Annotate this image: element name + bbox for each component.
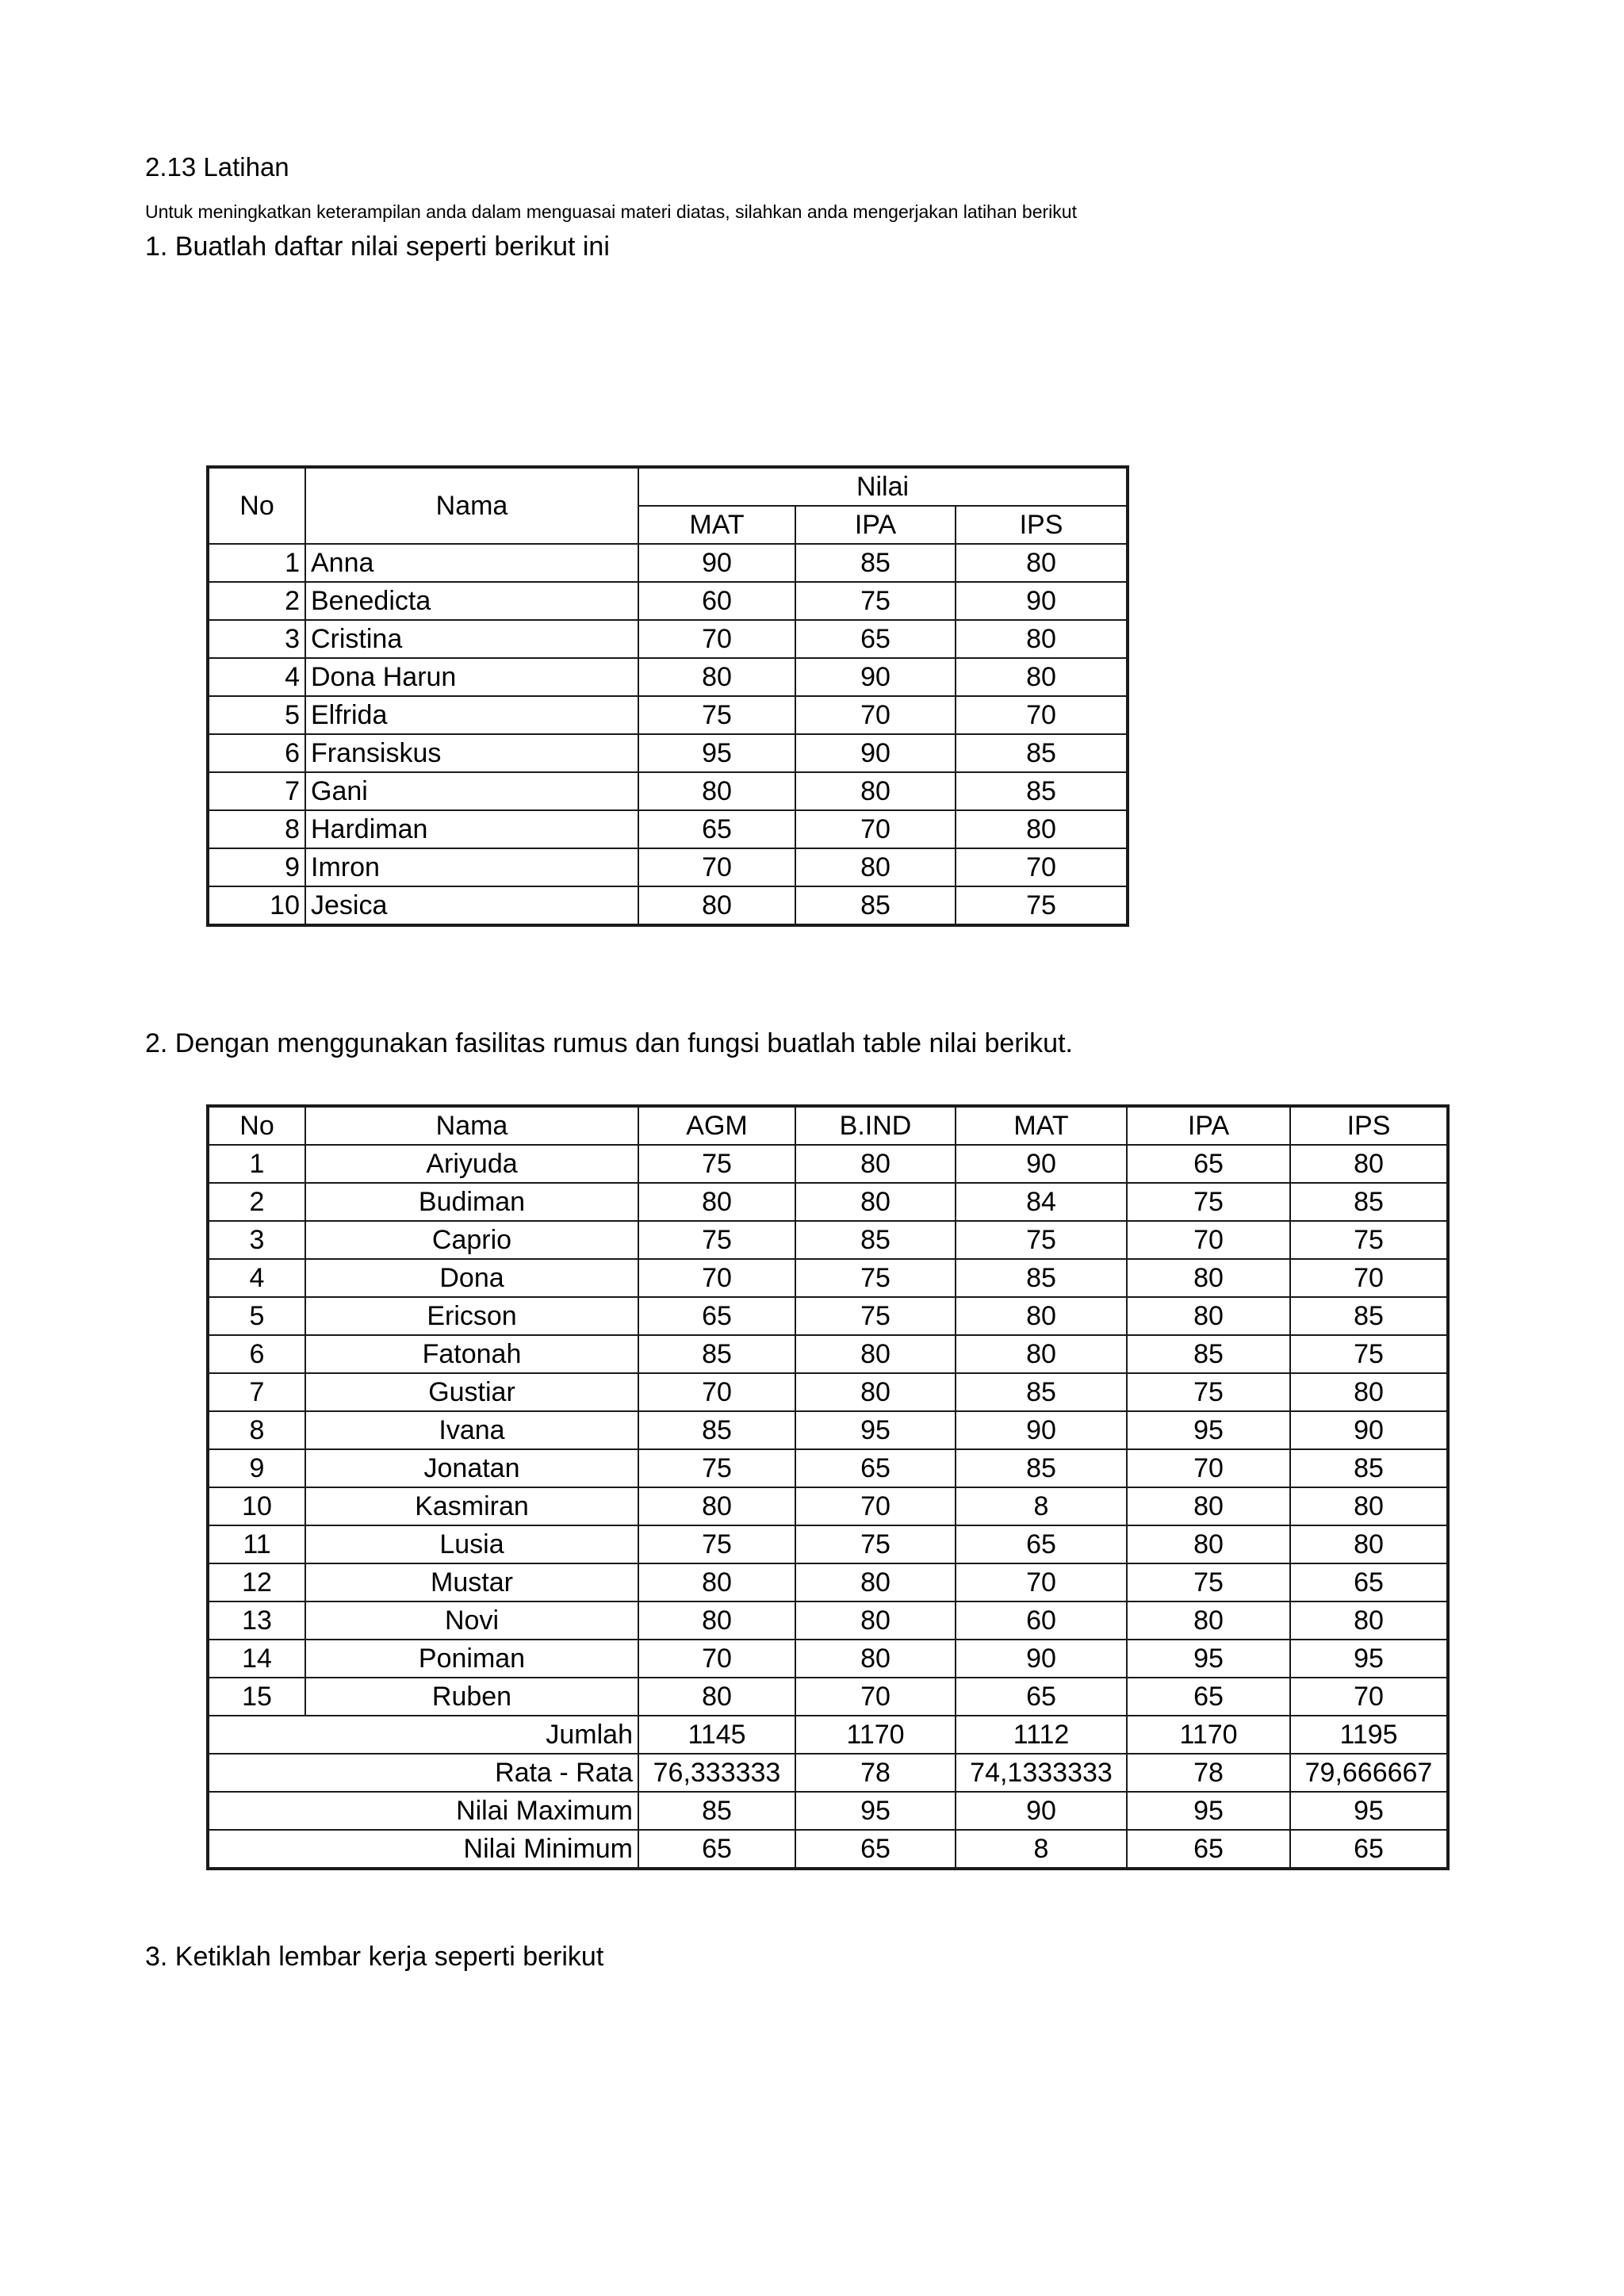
row-no: 6: [209, 734, 305, 772]
table-cell: 85: [1290, 1297, 1447, 1335]
table-row: [209, 1183, 1447, 1221]
table-cell: 80: [795, 1563, 956, 1601]
row-ipa: 75: [795, 582, 956, 620]
table-cell: 70: [638, 1373, 795, 1411]
summary-value: 65: [795, 1830, 956, 1868]
table-cell: 80: [795, 1183, 956, 1221]
table-row: [209, 620, 1127, 658]
table-cell: 9: [209, 1449, 305, 1487]
table-row: [209, 1259, 1447, 1297]
table-cell: 95: [1127, 1411, 1290, 1449]
row-nama: Imron: [305, 848, 638, 886]
table-cell: 13: [209, 1601, 305, 1640]
grade-table-2: [208, 1106, 1448, 1869]
table-cell: 85: [638, 1335, 795, 1373]
summary-value: 65: [638, 1830, 795, 1868]
table-cell: 85: [956, 1449, 1127, 1487]
summary-value: 8: [956, 1830, 1127, 1868]
table-cell: 8: [209, 1411, 305, 1449]
table-cell: 85: [956, 1259, 1127, 1297]
table-cell: 95: [1127, 1640, 1290, 1678]
summary-row: [209, 1754, 1447, 1792]
table-cell: 75: [956, 1221, 1127, 1259]
table-cell: 75: [638, 1525, 795, 1563]
table-cell: 75: [795, 1259, 956, 1297]
table-row: [209, 848, 1127, 886]
table1-header-row-1: [209, 468, 1127, 506]
table-row: [209, 1297, 1447, 1335]
summary-value: 1195: [1290, 1716, 1447, 1754]
row-mat: 60: [638, 582, 795, 620]
summary-value: 78: [795, 1754, 956, 1792]
table-cell: 70: [638, 1640, 795, 1678]
summary-row: [209, 1716, 1447, 1754]
table-cell: 95: [795, 1411, 956, 1449]
row-mat: 70: [638, 620, 795, 658]
intro-text: Untuk meningkatkan keterampilan anda dalam menguasai materi diatas, silahkan anda mengerjakan latihan berikut: [145, 201, 1077, 222]
table-row: [209, 582, 1127, 620]
row-nama: Hardiman: [305, 810, 638, 848]
task3-instruction: 3. Ketiklah lembar kerja seperti berikut: [145, 1942, 604, 1972]
table-row: [209, 1640, 1447, 1678]
row-mat: 80: [638, 886, 795, 924]
table-cell: 90: [956, 1145, 1127, 1183]
table-cell: 60: [956, 1601, 1127, 1640]
table-cell: 80: [1127, 1297, 1290, 1335]
table-cell: 65: [795, 1449, 956, 1487]
table-cell: 11: [209, 1525, 305, 1563]
table-cell: 70: [1290, 1259, 1447, 1297]
table-cell: Novi: [305, 1601, 638, 1640]
row-ips: 80: [956, 544, 1127, 582]
table-cell: 65: [956, 1678, 1127, 1716]
column-header: B.IND: [795, 1107, 956, 1145]
summary-label: Rata - Rata: [209, 1754, 638, 1792]
row-ipa: 85: [795, 544, 956, 582]
table-cell: 3: [209, 1221, 305, 1259]
table-cell: 80: [1127, 1601, 1290, 1640]
summary-value: 1145: [638, 1716, 795, 1754]
table-row: [209, 1449, 1447, 1487]
table-cell: 65: [1290, 1563, 1447, 1601]
task2-instruction: 2. Dengan menggunakan fasilitas rumus dan fungsi buatlah table nilai berikut.: [145, 1028, 1073, 1058]
table-cell: 70: [956, 1563, 1127, 1601]
summary-value: 74,1333333: [956, 1754, 1127, 1792]
table-cell: 75: [1290, 1335, 1447, 1373]
summary-value: 65: [1290, 1830, 1447, 1868]
table-cell: 84: [956, 1183, 1127, 1221]
table-cell: 1: [209, 1145, 305, 1183]
table-cell: 90: [956, 1411, 1127, 1449]
table-cell: 12: [209, 1563, 305, 1601]
table-cell: 80: [1290, 1525, 1447, 1563]
row-ips: 75: [956, 886, 1127, 924]
table-cell: 80: [956, 1335, 1127, 1373]
row-nama: Dona Harun: [305, 658, 638, 696]
summary-value: 95: [795, 1792, 956, 1830]
table-cell: 75: [638, 1145, 795, 1183]
table-cell: 70: [638, 1259, 795, 1297]
row-mat: 75: [638, 696, 795, 734]
table-row: [209, 1525, 1447, 1563]
table-cell: Mustar: [305, 1563, 638, 1601]
table-cell: 70: [795, 1678, 956, 1716]
row-mat: 95: [638, 734, 795, 772]
table-cell: 80: [638, 1601, 795, 1640]
header-no: No: [209, 468, 305, 544]
row-no: 2: [209, 582, 305, 620]
table-cell: 85: [1290, 1449, 1447, 1487]
column-header: AGM: [638, 1107, 795, 1145]
summary-value: 78: [1127, 1754, 1290, 1792]
table-row: [209, 734, 1127, 772]
table-cell: Ariyuda: [305, 1145, 638, 1183]
table-row: [209, 1678, 1447, 1716]
table-cell: 8: [956, 1487, 1127, 1525]
table-cell: Poniman: [305, 1640, 638, 1678]
table-cell: 75: [1290, 1221, 1447, 1259]
table-row: [209, 810, 1127, 848]
column-header: MAT: [956, 1107, 1127, 1145]
summary-value: 76,333333: [638, 1754, 795, 1792]
table-cell: 80: [1127, 1487, 1290, 1525]
table-cell: 80: [638, 1183, 795, 1221]
summary-label: Nilai Minimum: [209, 1830, 638, 1868]
summary-value: 79,666667: [1290, 1754, 1447, 1792]
summary-value: 85: [638, 1792, 795, 1830]
section-title: 2.13 Latihan: [145, 152, 289, 182]
table-cell: 90: [1290, 1411, 1447, 1449]
row-nama: Fransiskus: [305, 734, 638, 772]
column-header: No: [209, 1107, 305, 1145]
table-cell: 75: [795, 1525, 956, 1563]
table-row: [209, 1145, 1447, 1183]
table-cell: Dona: [305, 1259, 638, 1297]
table-row: [209, 1487, 1447, 1525]
table-cell: 5: [209, 1297, 305, 1335]
table-cell: 70: [1127, 1221, 1290, 1259]
table-cell: 7: [209, 1373, 305, 1411]
row-ips: 85: [956, 734, 1127, 772]
table-cell: 75: [638, 1449, 795, 1487]
row-no: 4: [209, 658, 305, 696]
summary-row: [209, 1792, 1447, 1830]
task1-instruction: 1. Buatlah daftar nilai seperti berikut ini: [145, 232, 610, 262]
summary-value: 95: [1127, 1792, 1290, 1830]
row-ipa: 85: [795, 886, 956, 924]
table-row: [209, 1335, 1447, 1373]
table-cell: Ivana: [305, 1411, 638, 1449]
table-cell: 70: [795, 1487, 956, 1525]
row-ipa: 90: [795, 734, 956, 772]
table-cell: 85: [956, 1373, 1127, 1411]
table-cell: 75: [1127, 1563, 1290, 1601]
table-cell: 10: [209, 1487, 305, 1525]
row-ips: 85: [956, 772, 1127, 810]
row-mat: 70: [638, 848, 795, 886]
table-cell: 80: [1290, 1487, 1447, 1525]
row-ipa: 65: [795, 620, 956, 658]
table-cell: Budiman: [305, 1183, 638, 1221]
summary-label: Jumlah: [209, 1716, 638, 1754]
row-ipa: 70: [795, 810, 956, 848]
grade-table-1-body: [209, 468, 1127, 924]
table-cell: 70: [1127, 1449, 1290, 1487]
row-ipa: 80: [795, 848, 956, 886]
grade-table-2-body: [209, 1107, 1447, 1868]
row-ips: 80: [956, 658, 1127, 696]
table-cell: 14: [209, 1640, 305, 1678]
table-cell: 2: [209, 1183, 305, 1221]
row-nama: Elfrida: [305, 696, 638, 734]
row-nama: Anna: [305, 544, 638, 582]
table-cell: 75: [1127, 1373, 1290, 1411]
header-nama: Nama: [305, 468, 638, 544]
table-cell: 65: [956, 1525, 1127, 1563]
row-no: 3: [209, 620, 305, 658]
table-cell: Ericson: [305, 1297, 638, 1335]
table-cell: 90: [956, 1640, 1127, 1678]
table-row: [209, 1373, 1447, 1411]
table-row: [209, 1601, 1447, 1640]
row-no: 10: [209, 886, 305, 924]
table-cell: 80: [956, 1297, 1127, 1335]
table-cell: 85: [1290, 1183, 1447, 1221]
grade-table-1: [208, 467, 1128, 925]
summary-value: 65: [1127, 1830, 1290, 1868]
column-header: IPS: [1290, 1107, 1447, 1145]
row-ips: 70: [956, 696, 1127, 734]
row-ipa: 70: [795, 696, 956, 734]
header-ipa: IPA: [795, 506, 956, 544]
table-cell: 95: [1290, 1640, 1447, 1678]
summary-value: 95: [1290, 1792, 1447, 1830]
table-row: [209, 1411, 1447, 1449]
table-cell: 65: [638, 1297, 795, 1335]
table-row: [209, 772, 1127, 810]
table-row: [209, 886, 1127, 924]
table-cell: 75: [795, 1297, 956, 1335]
row-ips: 70: [956, 848, 1127, 886]
row-nama: Gani: [305, 772, 638, 810]
summary-row: [209, 1830, 1447, 1868]
table-cell: 85: [795, 1221, 956, 1259]
summary-value: 90: [956, 1792, 1127, 1830]
table-cell: 75: [638, 1221, 795, 1259]
table-cell: 80: [795, 1640, 956, 1678]
table-cell: 4: [209, 1259, 305, 1297]
table-cell: 65: [1127, 1145, 1290, 1183]
row-ipa: 90: [795, 658, 956, 696]
table-cell: 6: [209, 1335, 305, 1373]
row-no: 9: [209, 848, 305, 886]
table-cell: 80: [1290, 1145, 1447, 1183]
row-nama: Cristina: [305, 620, 638, 658]
table-cell: Gustiar: [305, 1373, 638, 1411]
table-cell: Lusia: [305, 1525, 638, 1563]
row-ips: 90: [956, 582, 1127, 620]
table-cell: Ruben: [305, 1678, 638, 1716]
row-mat: 65: [638, 810, 795, 848]
table-cell: 15: [209, 1678, 305, 1716]
row-nama: Jesica: [305, 886, 638, 924]
table-cell: 80: [1290, 1601, 1447, 1640]
table-cell: 80: [1127, 1259, 1290, 1297]
table-cell: Kasmiran: [305, 1487, 638, 1525]
table-row: [209, 1221, 1447, 1259]
table-cell: 80: [795, 1373, 956, 1411]
summary-value: 1170: [1127, 1716, 1290, 1754]
table-cell: Caprio: [305, 1221, 638, 1259]
table-cell: 70: [1290, 1678, 1447, 1716]
table-cell: 80: [638, 1563, 795, 1601]
table-row: [209, 658, 1127, 696]
summary-value: 1112: [956, 1716, 1127, 1754]
row-no: 8: [209, 810, 305, 848]
row-mat: 80: [638, 772, 795, 810]
column-header: Nama: [305, 1107, 638, 1145]
header-nilai: Nilai: [638, 468, 1127, 506]
table-cell: 80: [638, 1487, 795, 1525]
table-cell: 80: [795, 1601, 956, 1640]
table-row: [209, 544, 1127, 582]
row-mat: 80: [638, 658, 795, 696]
header-mat: MAT: [638, 506, 795, 544]
table-cell: 80: [638, 1678, 795, 1716]
column-header: IPA: [1127, 1107, 1290, 1145]
row-nama: Benedicta: [305, 582, 638, 620]
row-ipa: 80: [795, 772, 956, 810]
header-ips: IPS: [956, 506, 1127, 544]
table-cell: 85: [638, 1411, 795, 1449]
table-cell: Fatonah: [305, 1335, 638, 1373]
table2-header-row: [209, 1107, 1447, 1145]
summary-value: 1170: [795, 1716, 956, 1754]
table-cell: 80: [1127, 1525, 1290, 1563]
table-cell: 85: [1127, 1335, 1290, 1373]
summary-label: Nilai Maximum: [209, 1792, 638, 1830]
row-no: 1: [209, 544, 305, 582]
row-no: 5: [209, 696, 305, 734]
table-cell: 80: [795, 1335, 956, 1373]
table-cell: Jonatan: [305, 1449, 638, 1487]
table-cell: 65: [1127, 1678, 1290, 1716]
row-ips: 80: [956, 620, 1127, 658]
table-row: [209, 1563, 1447, 1601]
table-cell: 80: [795, 1145, 956, 1183]
row-no: 7: [209, 772, 305, 810]
table-cell: 80: [1290, 1373, 1447, 1411]
table-cell: 75: [1127, 1183, 1290, 1221]
table-row: [209, 696, 1127, 734]
row-ips: 80: [956, 810, 1127, 848]
row-mat: 90: [638, 544, 795, 582]
